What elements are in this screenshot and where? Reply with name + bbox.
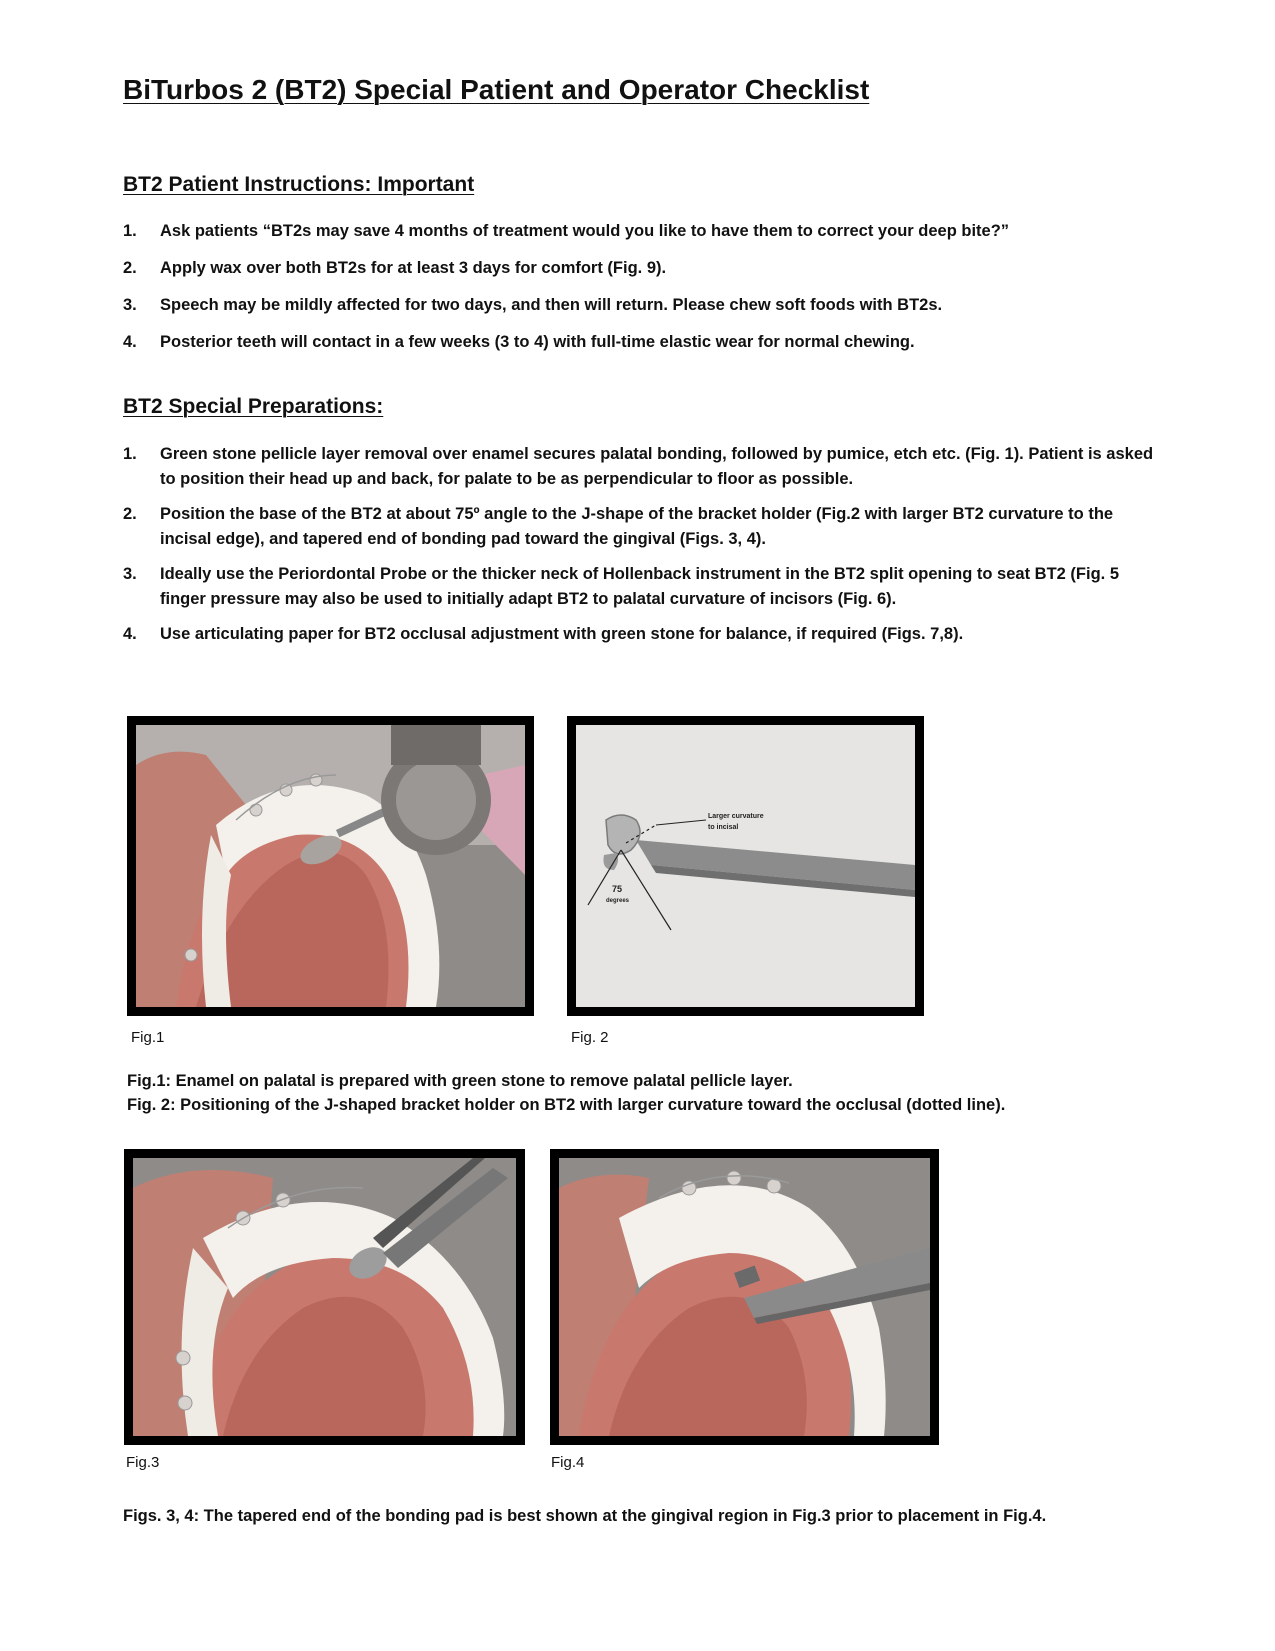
- special-preparations-list: [123, 442, 1163, 657]
- figure-4-photo: [550, 1149, 939, 1445]
- caption-figs-3-4: Figs. 3, 4: The tapered end of the bonding pad is best shown at the gingival region in Fig.3 prior to placement in Fig.4.: [123, 1507, 1047, 1525]
- figure-2-photo: [567, 716, 924, 1016]
- patient-instructions-list: [123, 219, 1163, 367]
- figure-3-label: Fig.3: [126, 1454, 160, 1471]
- list-item: 1. Green stone pellicle layer removal over enamel secures palatal bonding, followed by pumice, etch etc. (Fig. 1). Patient is asked to position their head up and back, for palate to be as perpendicular to floor as possible.: [123, 445, 1154, 488]
- list-item: 3. Ideally use the Periordontal Probe or the thicker neck of Hollenback instrument in the BT2 split opening to seat BT2 (Fig. 5 finger pressure may also be used to initially adapt BT2 to palatal curvature of incisors (Fig. 6).: [123, 565, 1119, 608]
- fig2-annotation-angle-unit: degrees: [606, 898, 630, 904]
- bracket-holder-image: [576, 725, 915, 1007]
- list-item: 1. Ask patients “BT2s may save 4 months of treatment would you like to have them to correct your deep bite?”: [123, 222, 1010, 240]
- list-item: 2. Apply wax over both BT2s for at least 3 days for comfort (Fig. 9).: [123, 259, 667, 277]
- caption-fig2: Fig. 2: Positioning of the J-shaped bracket holder on BT2 with larger curvature toward the occlusal (dotted line).: [127, 1096, 1006, 1114]
- patient-instructions-heading: BT2 Patient Instructions: Important: [123, 173, 475, 196]
- figure-2-label: Fig. 2: [571, 1029, 609, 1046]
- page-title: BiTurbos 2 (BT2) Special Patient and Operator Checklist: [123, 74, 870, 105]
- teeth-bonding-pad-gingival-image: [133, 1158, 516, 1436]
- list-item: 4. Posterior teeth will contact in a few weeks (3 to 4) with full-time elastic wear for normal chewing.: [123, 333, 915, 351]
- figure-4-label: Fig.4: [551, 1454, 585, 1471]
- special-preparations-heading: BT2 Special Preparations:: [123, 395, 384, 418]
- fig2-annotation-curvature: Larger curvature: [708, 813, 764, 820]
- teeth-green-stone-image: [136, 725, 525, 1007]
- figure-1-photo: [127, 716, 534, 1016]
- teeth-bt2-placement-image: [559, 1158, 930, 1436]
- fig2-annotation-angle: 75: [612, 884, 623, 894]
- list-item: 3. Speech may be mildly affected for two days, and then will return. Please chew soft foods with BT2s.: [123, 296, 943, 314]
- figure-1-label: Fig.1: [131, 1029, 165, 1046]
- caption-fig1: Fig.1: Enamel on palatal is prepared with green stone to remove palatal pellicle layer.: [127, 1072, 793, 1090]
- fig2-annotation-curvature-2: to incisal: [708, 824, 739, 831]
- list-item: 2. Position the base of the BT2 at about 75º angle to the J-shape of the bracket holder (Fig.2 with larger BT2 curvature to the incisal edge), and tapered end of bonding pad toward the gingival (Figs. 3, 4).: [123, 505, 1114, 548]
- list-item: 4. Use articulating paper for BT2 occlusal adjustment with green stone for balance, if required (Figs. 7,8).: [123, 625, 964, 643]
- figure-3-photo: [124, 1149, 525, 1445]
